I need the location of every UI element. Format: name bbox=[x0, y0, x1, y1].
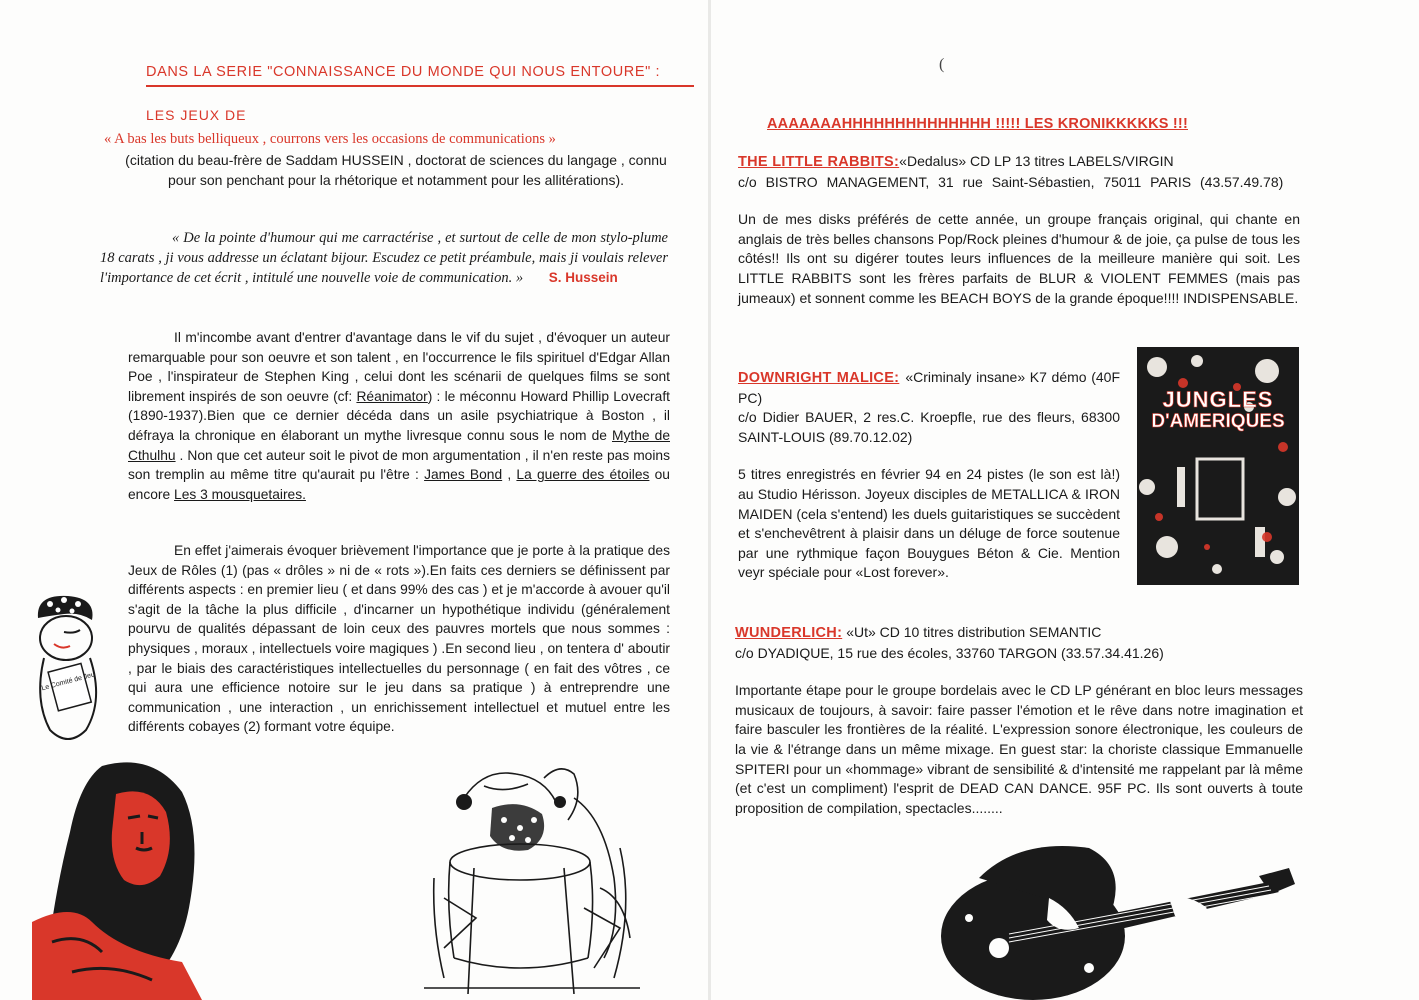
malice-info: «Criminaly insane» K7 démo (40F PC) bbox=[738, 369, 1120, 406]
signature: S. Hussein bbox=[548, 270, 618, 285]
rabbits-review: Un de mes disks préférés de cette année, un groupe français original, qui chante en anglais de très belles chansons Pop/Rock pleines d'humour & de joie, ça pulse de tous les côtés!! Ils ont su digérer toutes leurs influences de la meilleure manière qui soit. Les LITTLE RABBITS sont les frères parfaits de BLUR & VIOLENT FEMMES (mais pas jumeaux) et sonnent comme les BEACH BOYS de la grande époque!!!! INDISPENSABLE. bbox=[738, 211, 1300, 306]
reanimator-ref: Réanimator bbox=[356, 388, 428, 404]
review-little-rabbits bbox=[738, 152, 1300, 308]
poster-title-2: D'AMERIQUES bbox=[1151, 411, 1285, 432]
paragraph-jeux-de-roles: En effet j'aimerais évoquer brièvement l'importance que je porte à la pratique des Jeux de Rôles (1) (pas « drôles » ni de « rots »).En faits ces derniers se définissent par différents aspects : en premier lieu ( et dans 99% des cas ) et je m'accorde à avouer qu'il s'agit de la tâche la plus difficile , d'incarner un hypothétique individu (généralement pourvu de qualités dépassant de loin ceux des pauvres mortels que nous sommes : physiques , moraux , intellectuels voire magiques ) .En second lieu , on tentera d' aboutir , par le biais des caractéristiques intellectuelles du personnage ( en fait des vôtres , ce qui aura une efficience notoire sur le jeu dans sa pratique ) à entreprendre une communication , une interaction , un enrichissement intellectuel et mutuel entre les différents cobayes (2) formant votre équipe. bbox=[128, 543, 670, 735]
doodle-character-illustration bbox=[24, 590, 124, 750]
poster-title-1: JUNGLES bbox=[1162, 387, 1274, 412]
series-title-underline bbox=[146, 85, 694, 87]
review-downright-malice bbox=[738, 368, 1120, 583]
doodle-sign-text: Le Comité de Jeu bbox=[40, 671, 96, 693]
mousquetaires-ref: Les 3 mousquetaires. bbox=[174, 486, 306, 502]
malice-band-name: DOWNRIGHT MALICE: bbox=[738, 370, 900, 386]
italic-quote bbox=[100, 228, 668, 288]
right-page bbox=[711, 0, 1419, 1000]
malice-address: c/o Didier BAUER, 2 res.C. Kroepfle, rue des fleurs, 68300 SAINT-LOUIS (89.70.12.02) bbox=[738, 409, 1120, 445]
rabbits-band-name: THE LITTLE RABBITS: bbox=[738, 154, 900, 170]
italic-quote-text: « De la pointe d'humour qui me carractérise , et surtout de celle de mon stylo-plume 18 carats , ji vous addresse un éclatant bijour. Escudez ce petit préambule, mais ji voulais relever l'importance de cet écrit , intitulé une nouvelle voie de communication. » bbox=[100, 230, 668, 286]
left-page bbox=[0, 0, 709, 1000]
cafe-scene-illustration bbox=[424, 758, 640, 994]
jungles-poster bbox=[1137, 347, 1299, 585]
red-quote: « A bas les buts belliqueux , courrons vers les occasions de communications » bbox=[104, 131, 556, 147]
wunderlich-info: «Ut» CD 10 titres distribution SEMANTIC bbox=[846, 624, 1102, 640]
malice-review: 5 titres enregistrés en février 94 en 24 pistes (le son est là!) au Studio Hérisson. Joyeux disciples de METALLICA & IRON MAIDEN (cela s'entend) les duels guitaristiques se succèdent et s'enchevêtrent à plaisir dans un déluge de force soutenue par une rythmique façon Bouygues Béton & Cie. Mention veyr spéciale pour «Lost forever». bbox=[738, 466, 1120, 581]
guitarist-illustration bbox=[939, 838, 1299, 1000]
wunderlich-address: c/o DYADIQUE, 15 rue des écoles, 33760 TARGON (33.57.34.41.26) bbox=[735, 644, 1164, 661]
wunderlich-header bbox=[735, 623, 1303, 644]
jeux-title: LES JEUX DE bbox=[146, 107, 247, 123]
p1-mid3: , bbox=[502, 467, 517, 483]
cthulhu-ref: Mythe de Cthulhu bbox=[128, 427, 670, 463]
margin-mark: ( bbox=[939, 56, 945, 73]
wunderlich-band-name: WUNDERLICH: bbox=[735, 625, 843, 641]
series-title bbox=[146, 64, 726, 80]
p1-mid2: . Non que cet auteur soit le pivot de mon argumentation , il n'en reste pas moins son tremplin au même titre qu'aurait pu l'être : bbox=[128, 447, 670, 483]
rabbits-header bbox=[738, 152, 1300, 173]
series-title-text: DANS LA SERIE "CONNAISSANCE DU MONDE QUI NOUS ENTOURE" : bbox=[146, 64, 661, 80]
review-wunderlich bbox=[735, 623, 1303, 818]
p1-before: Il m'incombe avant d'entrer d'avantage dans le vif du sujet , d'évoquer un auteur remarquable pour son oeuvre et son talent , en l'occurrence le fils spirituel d'Edgar Allan Poe , l'inspirateur de Stephen King , celui dont les scénarii de quelques films se sont librement inspirés de son oeuvre (cf: bbox=[128, 330, 670, 404]
citation: (citation du beau-frère de Saddam HUSSEIN , doctorat de sciences du langage , connu pour son penchant pour la rhétorique et notamment pour les allitérations). bbox=[125, 152, 667, 188]
poster-texture bbox=[1137, 347, 1299, 585]
rabbits-info: «Dedalus» CD LP 13 titres LABELS/VIRGIN bbox=[899, 153, 1174, 169]
malice-header bbox=[738, 368, 1120, 408]
james-bond-ref: James Bond bbox=[424, 467, 503, 483]
paragraph-lovecraft bbox=[128, 328, 670, 504]
p1-mid4: ou encore bbox=[128, 467, 670, 502]
p1-mid1: ) : le méconnu Howard Phillip Lovecraft (1890-1937).Bien que ce dernier décéda dans un asile psychiatrique à Boston , il défraya la chronique en élaborant un mythe livresque connu sous le nom de bbox=[128, 388, 670, 443]
chronicles-title bbox=[767, 116, 1188, 132]
guerre-etoiles-ref: La guerre des étoiles bbox=[516, 467, 650, 483]
hooded-figure-illustration bbox=[32, 752, 242, 1000]
wunderlich-review: Importante étape pour le groupe bordelais avec le CD LP générant en bloc leurs messages musicaux de toujours, à savoir: faire passer l'émotion et le rêve dans notre imagination et faire basculer les frontières de la réalité. L'expression sonore électronique, les couleurs de la vie & l'étrange dans un même mixage. En guest star: la choriste classique Emmanuelle SPITERI pour un «hommage» vibrant de sensibilité & d'intensité me rappelant par là même (et c'est un compliment) l'esprit de DEAD CAN DANCE. 95F PC. Ils sont ouverts à toute proposition de compilation, spectacles........ bbox=[735, 682, 1303, 816]
chronicles-title-text: AAAAAAAHHHHHHHHHHHHHH !!!!! LES KRONIKKKKKS !!! bbox=[767, 116, 1188, 132]
rabbits-address: c/o BISTRO MANAGEMENT, 31 rue Saint-Sébastien, 75011 PARIS (43.57.49.78) bbox=[738, 173, 1284, 190]
